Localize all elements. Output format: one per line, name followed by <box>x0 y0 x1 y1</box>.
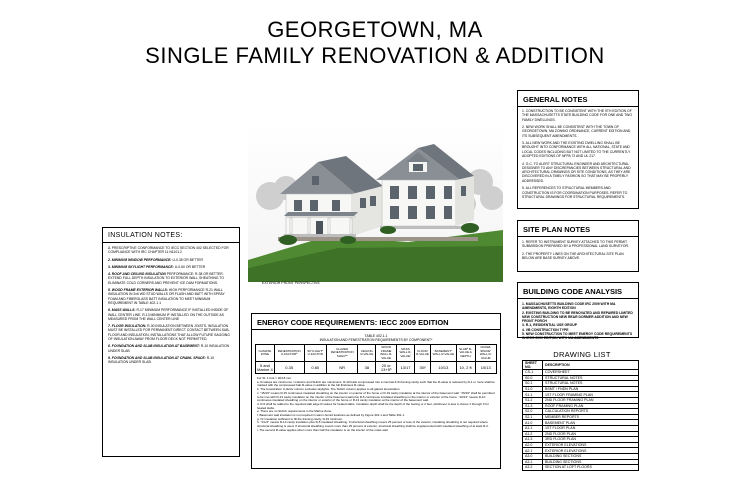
table-header-cell: CEILING R-VALUE <box>358 345 376 362</box>
sheet-description: 3RD FLOOR PLAN <box>543 437 639 443</box>
general-notes-panel <box>517 90 639 209</box>
sheet-description: 1ST FLOOR PLAN <box>543 425 639 431</box>
description-header: DESCRIPTION <box>543 361 639 370</box>
sheet-number: CS-1 <box>523 370 543 376</box>
building-code-line: 2. EXISTING BUILDING TO BE RENOVATED AND REPAIRED LIMITED NEW CONSTRUCTION NEW REAR DORMER ADDITION AND NEW FRONT PORCH <box>522 310 633 324</box>
insulation-note <box>108 265 234 269</box>
table-caption: TABLE 402.1.1 <box>364 334 388 338</box>
sheet-no-header: SHEET NO. <box>523 361 543 370</box>
sheet-title-line-2: SINGLE FAMILY RENOVATION & ADDITION <box>145 43 605 68</box>
insulation-note-label: 4. ROOF AND CEILING INSULATION <box>108 272 166 277</box>
building-code-line: 4. VB CONSTRUCTION TYPE <box>522 327 569 332</box>
general-note: 5. ALL REFERENCES TO STRUCTURAL MEMBERS AND CONSTRUCTION IS FOR COORDINATION PURPOSES. REFER TO STRUCTURAL DRAWINGS FOR STRUCTURAL REQUIREMENTS. <box>522 186 628 199</box>
general-note: 3. ALL NEW WORK AND THE EXISTING DWELLING SHALL BE BROUGHT INTO CONFORMANCE WITH ALL NATIONAL, STATE AND LOCAL CODES INCLUDING BUT NOT LIMITED TO THE CURRENTLY ADOPTED EDITIONS OF NFPA 72 AND UL 217. <box>522 141 631 159</box>
insulation-note-label: 7. FLOOR INSULATION: <box>108 324 147 329</box>
table-header-cell: SKYLIGHTᵇ U-FACTOR <box>304 345 327 362</box>
sheet-number: A1.3 <box>523 437 543 443</box>
sheet-description: SECTION AT LOFT FLOORS <box>543 465 639 471</box>
table-header-cell: WOOD FRAME WALL R-VALUE <box>376 345 397 362</box>
insulation-note <box>108 258 234 262</box>
sheet-number: S2.1 <box>523 414 543 420</box>
sheet-number: S1.0 <box>523 386 543 392</box>
table-row <box>256 362 497 374</box>
footnote: d. R-5 shall be added to the required slab edge R-values for heated slabs. Insulation depth shall be the depth of the footing or 2 feet, whichever is less in Zones 1 through 3 for heated slabs. <box>257 401 489 410</box>
sheet-number: S0.0 <box>523 375 543 381</box>
sheet-description: MEMBER REPORTS <box>543 414 639 420</box>
footnote: e. There are no SHGC requirements in the Marine Zone. <box>257 409 332 414</box>
table-cell: 38 <box>358 362 376 374</box>
building-code-line: 3. R-1, RESIDENTIAL USE GROUP <box>522 323 577 328</box>
sheet-description: BASEMENT PLAN <box>543 420 639 426</box>
sheet-description: EXTERIOR ELEVATIONS <box>543 442 639 448</box>
table-cell: 10/13 <box>475 362 497 374</box>
general-note: 4. G.C. TO ALERT STRUCTURAL ENGINEER AND ARCHITECTURAL DESIGNER TO ANY DISCREPANCIES BETWEEN STRUCTURAL AND ARCHITECTURAL DRAWINGS OR SITE CONDITIONS, AS THEY ARE DISCOVERED IN A TIMELY FASHION SO THAT MAY BE PROPERLY ADDRESSED. <box>522 161 631 183</box>
sheet-description: BUILDING SECTIONS <box>543 453 639 459</box>
table-cell: 30ᵍ <box>414 362 430 374</box>
drawing-list-header-row <box>523 361 639 370</box>
energy-code-heading: ENERGY CODE REQUIREMENTS: IECC 2009 EDITION <box>252 314 500 330</box>
insulation-note <box>108 344 234 353</box>
insulation-note-text: U-0.60 OR BETTER <box>174 264 206 269</box>
table-header-cell: GLAZED FENESTRATION SHGCᵇᵉ <box>327 345 358 362</box>
building-code-panel <box>517 282 639 341</box>
sheet-title-line-1: GEORGETOWN, MA <box>267 17 483 42</box>
table-cell: 5 and Marine 4 <box>257 363 273 372</box>
footnote: f. Basement wall insulation is not required in warm-humid locations as defined by Figure 301.1 and Table 301.1. <box>257 413 405 418</box>
table-cell: NR <box>327 362 358 374</box>
table-header-cell: FENESTRATION U-FACTORᵇ <box>274 345 304 362</box>
footnote: c. "15/19" means R-15 continuous insulated sheathing on the interior or exterior of the home or R-19 cavity insulation at the interior of the basement wall. "15/19" shall be permitted to be met with R-13 cavity insulation on the interior of the basement wall plus R-5 continuous insulated sheathing on the interior or exterior of the home. "10/13" means R-10 continuous insulated sheathing on the interior or exterior of the home or R-13 cavity insulation at the interior of the basement wall. <box>257 390 495 403</box>
drawing-list-body <box>523 370 639 471</box>
footnote: h. "13+5" means R-13 cavity insulation plus R-5 insulated sheathing. If structural sheathing covers 25 percent or less of the exterior, insulating sheathing is not required where structural sheathing is used. If structural sheathing covers more than 25 percent of exterior, structural sheathing shall be supplemented with insulated sheathing of at least R-2. <box>257 420 489 429</box>
sheet-description: EXTERIOR ELEVATIONS <box>543 448 639 454</box>
table-header-row <box>256 345 497 362</box>
table-footnotes <box>252 374 500 436</box>
insulation-note-text: PRESCRIPTIVE CONFORMANCE TO IECC SECTION 402 SELECTED FOR COMPLIANCE WITH IRC CHAPTER 11 N1101.2 <box>108 246 229 255</box>
insulation-note-text: R-30 INSULATION BETWEEN JOISTS. INSULATION MUST BE INSTALLED FOR PERMANENT DIRECT CONTACT BETWEEN SUB-FLOOR AND INSULATION. INSTALLATIONS THAT ALLOW FUTURE SAGGING OF INSULATION AWAY FROM FLOOR DECK NOT PERMITTED. <box>108 324 230 342</box>
drawing-list-table <box>522 360 639 471</box>
insulation-note-text: R-10 INSULATION UNDER SLAB <box>108 355 215 365</box>
drawing-list-row <box>523 465 639 471</box>
table-header-cell: SLABᵈ R-VALUE & DEPTH <box>456 345 475 362</box>
table-cell: 10/13 <box>431 362 456 374</box>
table-cell: 20 or 13+5ʰ <box>376 362 397 374</box>
building-code-line: 1. MASSACHUSETTS BUILDING CODE IRC 2009 WITH MA AMENDMENTS, EIGHTH EDITION <box>522 302 616 311</box>
insulation-note-text: R-10 INSULATION UNDER SLAB <box>108 344 230 353</box>
footnote: g. Or insulation sufficient to fill the framing cavity, R-19 minimum. <box>257 416 343 421</box>
insulation-requirements-table <box>255 344 497 374</box>
insulation-note-text: HIGH PERFORMANCE R-21 WALL INSULATION IN 2x6 WD STUD WALLS OR FLASH AND BATT WITH SPRAY FOAM AND FIBERGLASS BATT INSULATION TO MEET MINIMUM REQUIREMENT IN TABLE 402.1.1 <box>108 288 225 305</box>
energy-code-panel <box>251 313 501 469</box>
building-code-heading: BUILDING CODE ANALYSIS <box>518 283 638 299</box>
sheet-number: S2.0 <box>523 409 543 415</box>
insulation-note <box>108 272 234 285</box>
footnote: b. The fenestration U-factor column excludes skylights. The SHGC column applies to all glazed fenestration. <box>257 387 401 392</box>
insulation-notes-heading: INSULATION NOTES: <box>103 228 239 243</box>
insulation-note-text: U-0.35 OR BETTER <box>172 257 203 262</box>
insulation-note-text: PERFORMANCE: R-38 OR BETTER. EXTEND FULL DEPTH INSULATION TO EXTERIOR WALL SHEATHING TO ELIMINATE COLD CORNERS AND PREVENT ICE DAM FORMATIONS. <box>108 272 225 285</box>
sheet-description: CALCULATION REPORTS <box>543 409 639 415</box>
footnote: a. R-values are minimums. U-factors and SHGC are maximums. R-19 batts compressed into a nominal 2×6 framing cavity such that the R-value is reduced by R-1 or more shall be marked with the compressed batt R-value in addition to the full thickness R-value. <box>257 379 495 388</box>
sheet-number: S0.1 <box>523 381 543 387</box>
footnote: For SI: 1 foot = 304.8 mm. <box>257 376 292 380</box>
sheet-number: A3.2 <box>523 465 543 471</box>
sheet-description: BUILDING SECTIONS <box>543 459 639 465</box>
table-cell: 13/17 <box>397 362 415 374</box>
sheet-number: A1.0 <box>523 420 543 426</box>
sheet-description: STRUCTURAL NOTES <box>543 375 639 381</box>
rendering-caption: EXTERIOR FRONT PERSPECTIVE <box>262 281 320 285</box>
insulation-note <box>108 308 234 321</box>
table-cell: 10, 2 ft <box>456 362 475 374</box>
table-header-cell: BASEMENTᶜ WALL R-VALUE <box>431 345 456 362</box>
house-rendering <box>248 122 503 282</box>
sheet-description: 2ND FLOOR PLAN <box>543 431 639 437</box>
sheet-number: A3.0 <box>523 453 543 459</box>
general-notes-heading: GENERAL NOTES <box>518 91 638 107</box>
table-subcaption: INSULATION AND FENESTRATION REQUIREMENTS BY COMPONENT* <box>319 338 433 342</box>
insulation-note <box>108 324 234 341</box>
site-plan-notes-heading: SITE PLAN NOTES <box>518 221 638 237</box>
insulation-note-text: R-17 MINIMUM PERFORMANCE IF INSTALLED INSIDE OF WALL CENTER LINE. R-13 MINIMUM IF INSTALLED ON THE OUTSIDE AS MEASURED FROM THE WALL CENTER LINE <box>108 308 229 321</box>
insulation-note-label: 2. MINIMUM WINDOW PERFORMANCE: <box>108 257 172 262</box>
sheet-number: S1.1 <box>523 392 543 398</box>
table-header-cell: CRAWL SPACEᶜ WALL R-VALUE <box>475 345 497 362</box>
sheet-description: STRUCTURAL NOTES <box>543 381 639 387</box>
sheet-number: A2.1 <box>523 448 543 454</box>
general-note: 1. CONSTRUCTION TO BE CONSISTENT WITH THE 9TH EDITION OF THE MASSACHUSETTS STATE BUILDING CODE FOR ONE AND TWO FAMILY DWELLINGS. <box>522 109 633 122</box>
table-header-cell: CLIMATE ZONE <box>256 345 275 362</box>
site-plan-notes-panel <box>517 220 639 272</box>
insulation-note <box>108 288 234 305</box>
insulation-note-label: 8. FOUNDATION AND SLAB INSULATION AT BASEMENT: <box>108 344 200 349</box>
sheet-number: A1.2 <box>523 431 543 437</box>
sheet-number: A2.0 <box>523 442 543 448</box>
general-note: 2. NEW WORK SHALL BE CONSISTENT WITH THE TOWN OF GEORGETOWN, MA ZONING ORDINANCE, CURRENT EDITION AND ITS SUBSEQUENT AMENDMENTS. <box>522 125 631 138</box>
sheet-number: S1.3 <box>523 403 543 409</box>
sheet-description: 2ND FLOOR FRAMING PLAN <box>543 397 639 403</box>
sheet-description: BSMT / FNDN PLAN <box>543 386 639 392</box>
insulation-note <box>108 356 234 365</box>
insulation-note-label: 9. FOUNDATION AND SLAB INSULATION AT CRAWL SPACE: <box>108 355 206 360</box>
table-header-cell: FLOOR R-VALUE <box>414 345 430 362</box>
table-cell: 0.35 <box>274 362 304 374</box>
insulation-note-label: 3. MINIMUM SKYLIGHT PERFORMANCE: <box>108 264 174 269</box>
sheet-description: COVERSHEET <box>543 370 639 376</box>
sheet-number: A1.1 <box>523 425 543 431</box>
insulation-note-label: 6. MASS WALLS: <box>108 308 136 313</box>
site-plan-note: 1. REFER TO INSTRUMENT SURVEY ATTACHED TO THIS PERMIT SUBMISSION PREPARED BY A PROFESSIONAL LAND SURVEYOR. <box>522 240 629 249</box>
table-cell: 0.60 <box>304 362 327 374</box>
insulation-note-label: 5. WOOD FRAME EXTERIOR WALLS: <box>108 288 168 293</box>
insulation-note-label: 1. <box>108 246 111 250</box>
sheet-number: A3.1 <box>523 459 543 465</box>
sheet-description: ROOF FRAMING PLAN <box>543 403 639 409</box>
footnote: i. The second R-value applies when more than half the insulation is on the interior of the mass wall. <box>257 427 389 432</box>
building-code-line: 5. NEW CONSTRUCTION TO MEET ENERGY CODE REQUIREMENTS IN IECC 2009 EDITION WITH MA AMENDMENTS <box>522 332 633 341</box>
insulation-notes-panel <box>102 227 240 457</box>
sheet-number: S1.2 <box>523 397 543 403</box>
sheet-description: 1ST FLOOR FRAMING PLAN <box>543 392 639 398</box>
table-header-cell: MASS WALL R-VALUEⁱ <box>397 345 415 362</box>
drawing-list-title: DRAWING LIST <box>553 350 611 359</box>
insulation-note <box>108 246 234 255</box>
site-plan-note: 2. THE PROPERTY LINES ON THE ARCHITECTURAL SITE PLAN BELOW ARE BASE SURVEY ABOVE. <box>522 251 624 260</box>
